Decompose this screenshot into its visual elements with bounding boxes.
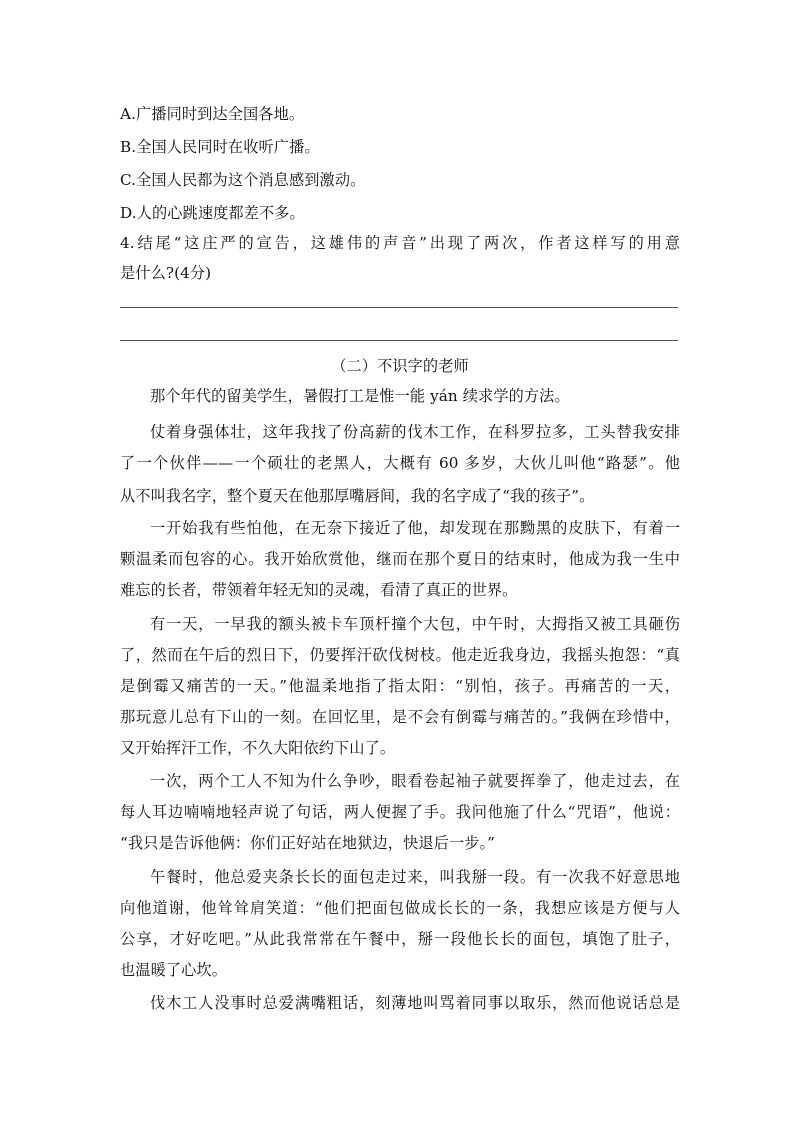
paragraph-4-line-5: 又开始挥汗工作，不久大阳依约下山了。 (120, 739, 396, 757)
paragraph-2-line-2: 了一个伙伴——一个硕壮的老黑人，大概有 60 多岁，大伙儿叫他“路瑟”。他 (120, 454, 680, 472)
paragraph-5-line-3: “我只是告诉他俩：你们正好站在地狱边，快退后一步。” (120, 834, 496, 852)
option-d: D.人的心跳速度都差不多。 (120, 204, 305, 222)
paragraph-6-line-3: 公享，才好吃吧。”从此我常常在午餐中，掰一段他长长的面包，填饱了肚子， (120, 930, 680, 948)
answer-line-2 (120, 340, 678, 341)
paragraph-5-line-2: 每人耳边喃喃地轻声说了句话，两人便握了手。我问他施了什么“咒语”，他说： (120, 803, 680, 821)
option-a: A.广播同时到达全国各地。 (120, 105, 305, 123)
paragraph-3-line-1: 一开始我有些怕他，在无奈下接近了他，却发现在那黝黑的皮肤下，有着一 (150, 519, 680, 537)
paragraph-1-line-1: 那个年代的留美学生，暑假打工是惟一能 yán 续求学的方法。 (150, 387, 570, 405)
paragraph-4-line-3: 是倒霉又痛苦的一天。”他温柔地指了指太阳：“别怕，孩子。再痛苦的一天， (120, 677, 680, 695)
paragraph-5-line-1: 一次，两个工人不知为什么争吵，眼看卷起袖子就要挥拳了，他走过去，在 (150, 772, 680, 790)
paragraph-4-line-4: 那玩意儿总有下山的一刻。在回忆里，是不会有倒霉与痛苦的。”我俩在珍惜中， (120, 708, 680, 726)
option-c: C.全国人民都为这个消息感到激动。 (120, 171, 366, 189)
paragraph-3-line-3: 难忘的长者，带领着年轻无知的灵魂，看清了真正的世界。 (120, 581, 518, 599)
paragraph-6-line-4: 也温暖了心坎。 (120, 961, 228, 979)
passage-title: （二）不识字的老师 (331, 357, 469, 375)
question-4-line-2: 是什么?(4分) (120, 264, 212, 282)
paragraph-2-line-1: 仗着身强体壮，这年我找了份高薪的伐木工作，在科罗拉多，工头替我安排 (150, 423, 680, 441)
paragraph-3-line-2: 颗温柔而包容的心。我开始欣赏他，继而在那个夏日的结束时，他成为我一生中 (120, 550, 680, 568)
paragraph-4-line-1: 有一天，一早我的额头被卡车顶杆撞个大包，中午时，大拇指又被工具砸伤 (150, 615, 680, 633)
option-b: B.全国人民同时在收听广播。 (120, 138, 320, 156)
question-4-line-1: 4.结尾“这庄严的宣告，这雄伟的声音”出现了两次，作者这样写的用意 (120, 234, 680, 252)
answer-line-1 (120, 307, 678, 308)
paragraph-7-line-1: 伐木工人没事时总爱满嘴粗话，刻薄地叫骂着同事以取乐，然而他说话总是 (150, 994, 680, 1012)
paragraph-2-line-3: 从不叫我名字，整个夏天在他那厚嘴唇间，我的名字成了“我的孩子”。 (120, 487, 595, 505)
paragraph-6-line-2: 向他道谢，他耸耸肩笑道：“他们把面包做成长长的一条，我想应该是方便与人 (120, 899, 680, 917)
paragraph-4-line-2: 了，然而在午后的烈日下，仍要挥汗砍伐树枝。他走近我身边，我摇头抱怨：“真 (120, 646, 680, 664)
paragraph-6-line-1: 午餐时，他总爱夹条长长的面包走过来，叫我掰一段。有一次我不好意思地 (150, 868, 680, 886)
